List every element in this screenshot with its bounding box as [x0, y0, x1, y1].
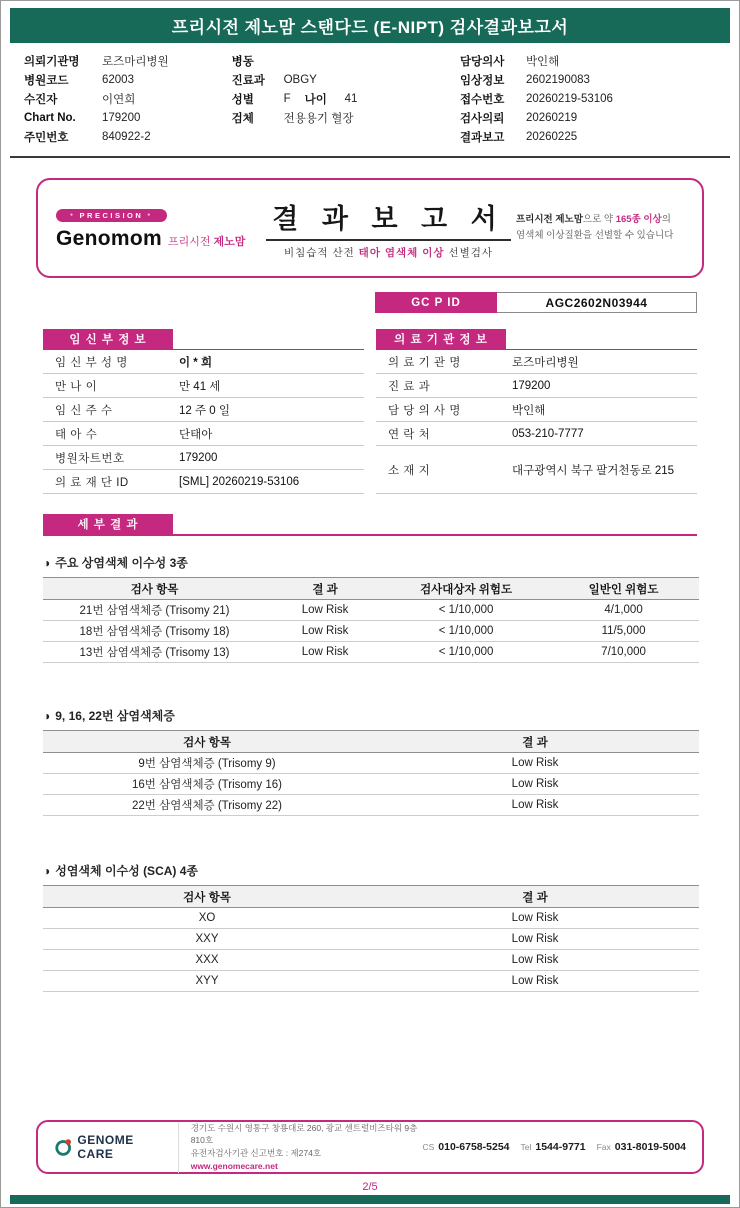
table-row — [43, 774, 699, 795]
column-header: 결 과 — [266, 578, 384, 600]
detail-section-title: 세 부 결 과 — [43, 514, 173, 534]
field-value: 62003 — [102, 73, 134, 86]
row-value: 179200 — [512, 379, 551, 392]
field-value: 이연희 — [102, 93, 136, 106]
field-label: 검체 — [231, 112, 254, 125]
row-value: 박인해 — [512, 404, 546, 417]
sca-table — [43, 885, 699, 992]
field-value: 20260219 — [525, 111, 578, 124]
report-center-title — [261, 197, 516, 260]
table-row — [376, 350, 697, 374]
row-value: 대구광역시 북구 팔거천동로 215 — [512, 464, 675, 477]
heading-text: 9, 16, 22번 삼염색체증 — [55, 709, 175, 723]
header-info-left — [24, 51, 232, 146]
table-row — [43, 446, 364, 470]
header-row — [460, 51, 716, 70]
field-value: 41 — [344, 92, 358, 105]
test-result: Low Risk — [266, 642, 384, 663]
genomom-wordmark: Genomom — [56, 227, 162, 250]
report-header-card — [36, 178, 704, 278]
field-label: 병동 — [231, 55, 254, 68]
table-row — [43, 908, 699, 929]
result-report-title: 결 과 보 고 서 — [266, 197, 510, 241]
promo-bold: 프리시전 제노맘 — [516, 214, 583, 226]
report-subtitle — [261, 245, 516, 260]
extra-trisomy-heading — [43, 707, 697, 724]
table-row — [376, 398, 697, 422]
extra-trisomy-table — [43, 730, 699, 816]
fax-label: Fax — [596, 1142, 611, 1152]
field-label: 접수번호 — [459, 93, 505, 106]
header-row — [232, 108, 460, 127]
row-label: 의 료 기 관 명 — [388, 356, 461, 369]
genome-care-logo-icon — [54, 1137, 72, 1157]
table-row — [43, 950, 699, 971]
header-row — [232, 70, 460, 89]
header-row — [232, 89, 460, 108]
row-value: 만 41 세 — [179, 380, 221, 393]
clinic-info-header — [376, 329, 697, 350]
field-label: 병원코드 — [24, 74, 69, 87]
header-row — [460, 89, 716, 108]
promo-text-part: 으로 약 — [582, 214, 616, 226]
half-circle-icon: ◑ — [43, 863, 51, 878]
row-value: 이 * 희 — [179, 356, 213, 369]
row-label: 만 나 이 — [55, 380, 98, 393]
row-label: 소 재 지 — [388, 464, 431, 477]
population-risk: 7/10,000 — [548, 642, 699, 663]
table-row — [43, 422, 364, 446]
row-label: 연 락 처 — [388, 428, 431, 441]
test-name: XXX — [43, 950, 371, 971]
heading-text: 성염색체 이수성 (SCA) 4종 — [55, 864, 198, 878]
header-row — [232, 51, 460, 70]
row-label: 임 신 주 수 — [55, 404, 113, 417]
heading-text: 주요 상염색체 이수성 3종 — [55, 556, 188, 570]
cs-label: CS — [422, 1142, 435, 1152]
field-label: 임상정보 — [459, 74, 505, 87]
test-result: Low Risk — [371, 971, 699, 992]
row-label: 태 아 수 — [55, 428, 98, 441]
subtitle-text: 비침습적 산전 — [283, 246, 359, 259]
gcpid-value: AGC2602N03944 — [497, 292, 697, 313]
field-label: 성별 — [231, 93, 254, 106]
field-label: 검사의뢰 — [459, 112, 505, 125]
table-row — [43, 374, 364, 398]
field-value: OBGY — [283, 73, 317, 86]
mother-info-title: 임 신 부 정 보 — [43, 329, 173, 349]
header-row — [24, 70, 232, 89]
promo-text — [516, 212, 684, 243]
field-value: 전용용기 혈장 — [283, 112, 354, 125]
table-row — [43, 642, 699, 663]
header-row — [24, 89, 232, 108]
column-header: 결 과 — [371, 731, 699, 753]
test-name: 13번 삼염색체증 (Trisomy 13) — [43, 642, 266, 663]
test-name: 22번 삼염색체증 (Trisomy 22) — [43, 795, 371, 816]
half-circle-icon: ◑ — [43, 708, 51, 723]
test-result: Low Risk — [371, 753, 699, 774]
logo-line — [56, 227, 261, 251]
table-row — [43, 621, 699, 642]
address-line1: 경기도 수원시 영통구 창룡대로 260, 광교 센트럴비즈타워 9층 810호 — [190, 1122, 418, 1146]
clinic-info-table — [376, 329, 697, 494]
table-row — [43, 398, 364, 422]
detail-section-header — [43, 514, 697, 536]
header-info-middle — [232, 51, 460, 146]
footer-address — [178, 1122, 423, 1173]
header-row — [24, 51, 232, 70]
column-header: 검사 항목 — [43, 886, 371, 908]
table-row — [43, 350, 364, 374]
test-name: 18번 삼염색체증 (Trisomy 18) — [43, 621, 266, 642]
row-label: 진 료 과 — [388, 380, 431, 393]
table-header-row — [43, 886, 699, 908]
logo-sub-text: 프리시전 — [167, 236, 214, 248]
column-header: 일반인 위험도 — [548, 578, 699, 600]
row-label: 병원차트번호 — [55, 452, 125, 465]
field-value: 179200 — [102, 111, 141, 124]
address-line2: 유전자검사기관 신고번호 : 제274호 — [190, 1148, 322, 1158]
genome-care-wordmark: GENOME CARE — [77, 1133, 134, 1161]
test-name: 21번 삼염색체증 (Trisomy 21) — [43, 600, 266, 621]
spacer — [1, 663, 739, 689]
row-value: [SML] 20260219-53106 — [179, 475, 300, 488]
header-divider — [10, 156, 730, 158]
table-row — [43, 929, 699, 950]
fax-number: 031-8019-5004 — [614, 1141, 686, 1153]
column-header: 검사 항목 — [43, 731, 371, 753]
table-row — [376, 374, 697, 398]
field-value: 20260219-53106 — [525, 92, 613, 105]
test-result: Low Risk — [266, 600, 384, 621]
subject-risk: < 1/10,000 — [384, 621, 548, 642]
test-name: XXY — [43, 929, 371, 950]
population-risk: 11/5,000 — [548, 621, 699, 642]
cs-number: 010-6758-5254 — [438, 1141, 510, 1153]
test-result: Low Risk — [371, 950, 699, 971]
table-row — [43, 600, 699, 621]
footer — [36, 1120, 704, 1174]
clinic-info-title: 의 료 기 관 정 보 — [376, 329, 506, 349]
promo-text-part: 의 — [661, 214, 671, 226]
field-value: 2602190083 — [525, 73, 590, 86]
column-header: 결 과 — [371, 886, 699, 908]
test-name: 9번 삼염색체증 (Trisomy 9) — [43, 753, 371, 774]
row-value: 12 주 0 일 — [179, 404, 230, 417]
logo-sub-text-bold: 제노맘 — [213, 236, 246, 248]
table-row — [43, 795, 699, 816]
gcpid-row — [43, 292, 697, 313]
test-result: Low Risk — [266, 621, 384, 642]
field-value: 20260225 — [525, 130, 578, 143]
tel-number: 1544-9771 — [535, 1141, 586, 1153]
table-header-row — [43, 731, 699, 753]
test-name: 16번 삼염색체증 (Trisomy 16) — [43, 774, 371, 795]
population-risk: 4/1,000 — [548, 600, 699, 621]
half-circle-icon: ◑ — [43, 555, 51, 570]
subtitle-text: 선별검사 — [444, 246, 494, 259]
field-label: 진료과 — [231, 74, 265, 87]
genomom-logo — [56, 205, 261, 251]
row-label: 담 당 의 사 명 — [388, 404, 461, 417]
genomom-korean-label — [168, 236, 245, 248]
report-title-bar — [10, 8, 730, 43]
header-row — [24, 108, 232, 127]
header-row — [24, 127, 232, 146]
table-row — [43, 470, 364, 494]
footer-contact — [422, 1141, 686, 1153]
field-value: 로즈마리병원 — [102, 55, 169, 68]
header-row — [460, 70, 716, 89]
row-value: 단태아 — [179, 428, 213, 441]
table-row — [376, 446, 697, 494]
row-value: 053-210-7777 — [512, 427, 584, 440]
column-header: 검사대상자 위험도 — [384, 578, 548, 600]
field-label: 의뢰기관명 — [24, 55, 80, 68]
main-trisomy-heading — [43, 554, 697, 571]
precision-badge: ● PRECISION ● — [56, 209, 167, 222]
field-label: 담당의사 — [459, 55, 505, 68]
promo-line2: 염색체 이상질환을 선별할 수 있습니다 — [516, 230, 674, 241]
website-link[interactable]: www.genomecare.net — [190, 1160, 278, 1171]
row-label: 임 신 부 성 명 — [55, 356, 128, 369]
table-row — [376, 422, 697, 446]
mother-info-table — [43, 329, 364, 494]
subtitle-highlight: 태아 염색체 이상 — [358, 246, 445, 259]
field-label: Chart No. — [24, 111, 76, 124]
table-row — [43, 971, 699, 992]
field-label: 수진자 — [24, 93, 58, 106]
row-label: 의 료 재 단 ID — [55, 476, 129, 489]
row-value: 로즈마리병원 — [512, 356, 579, 369]
test-result: Low Risk — [371, 908, 699, 929]
promo-highlight: 165종 이상 — [615, 214, 662, 226]
test-result: Low Risk — [371, 929, 699, 950]
test-name: XYY — [43, 971, 371, 992]
gcpid-label: GC P ID — [375, 292, 497, 313]
mother-info-header — [43, 329, 364, 350]
test-result: Low Risk — [371, 774, 699, 795]
subject-risk: < 1/10,000 — [384, 600, 548, 621]
field-value: 박인해 — [525, 55, 560, 68]
bottom-bar — [10, 1195, 730, 1204]
sca-heading — [43, 862, 697, 879]
table-row — [43, 753, 699, 774]
header-row — [460, 108, 716, 127]
subject-risk: < 1/10,000 — [384, 642, 548, 663]
main-trisomy-table — [43, 577, 699, 663]
column-header: 검사 항목 — [43, 578, 266, 600]
info-tables — [43, 329, 697, 494]
row-value: 179200 — [179, 451, 218, 464]
page-number: 2/5 — [362, 1181, 378, 1193]
field-value: F — [283, 92, 291, 105]
field-label: 주민번호 — [24, 131, 69, 144]
genome-care-logo — [54, 1133, 166, 1161]
patient-header-info — [10, 43, 730, 152]
tel-label: Tel — [520, 1142, 532, 1152]
header-info-right — [460, 51, 716, 146]
table-header-row — [43, 578, 699, 600]
spacer — [1, 816, 739, 844]
report-title: 프리시전 제노맘 스탠다드 (E-NIPT) 검사결과보고서 — [171, 18, 569, 37]
field-label: 나이 — [304, 93, 327, 106]
field-label: 결과보고 — [459, 131, 505, 144]
test-result: Low Risk — [371, 795, 699, 816]
test-name: XO — [43, 908, 371, 929]
header-row — [460, 127, 716, 146]
field-value: 840922-2 — [102, 130, 151, 143]
